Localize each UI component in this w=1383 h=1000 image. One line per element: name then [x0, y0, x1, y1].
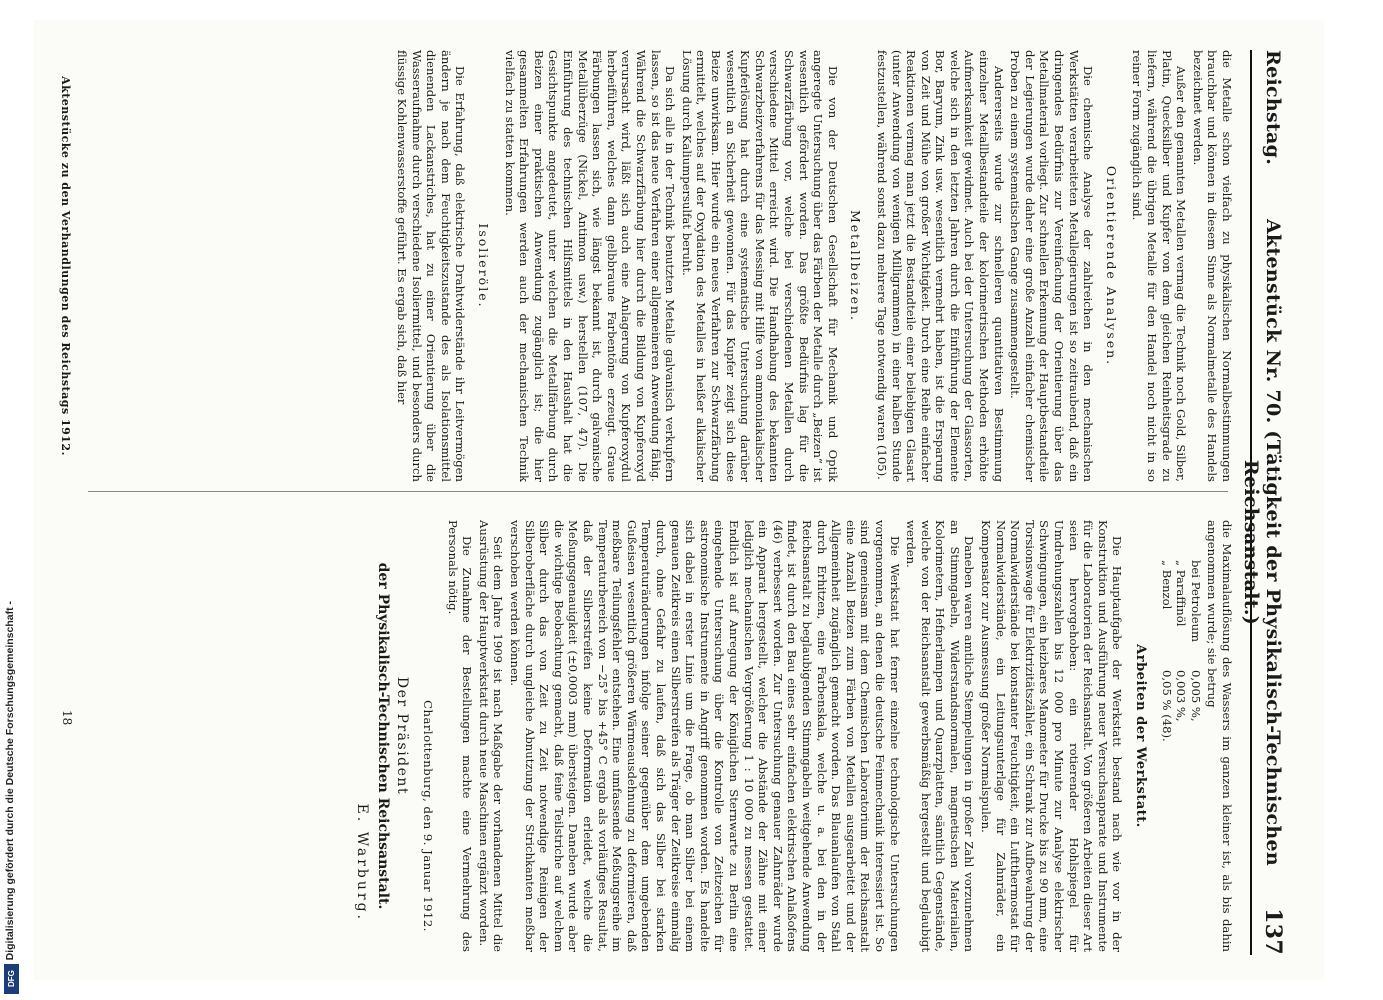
list-item-label: bei Petroleum: [1188, 560, 1203, 643]
paragraph: Die Werkstatt hat ferner einzelne technologische Untersuchungen vorgenommen, an denen die deutsche Feinmechanik interessiert ist. So sind gemeinsam mit dem Chemischen Laboratorium der Reichsanstalt eine Anzahl Beizen zum Färben von Metallen ausgearbeitet und der Allgemeinheit zugänglich gemacht worden. Das Blauanlaufen von Stahl durch Erhitzen, eine Farbenskala, welche u. a. bei den in der Reichsanstalt zu beglaubigenden Stimmgabeln weitgehende Anwendung findet, ist durch den Bau eines sehr einfachen elektrischen Anlaßofens (46) verbessert worden. Zur Untersuchung genauer Zahnräder wurde ein Apparat hergestellt, welcher die Abstände der Zähne mit einer lediglich mechanischen Vergrößerung 1 : 10 000 zu messen gestattet. Endlich ist auf Anregung der Königlichen Sternwarte zu Berlin eine eingehende Untersuchung über die Kontrolle von Zeitzeichen für astronomische Instrumente in Angriff genommen worden. Es handelte sich dabei in erster Linie um die Frage, ob man Silber bei einem genauen Zeitkreis einen Silberstreifen als Träger der Zeitkreise einmalig durch, ohne Gefahr zu laufen, daß sich das Silber bei starken Temperaturänderungen infolge seiner gegenüber dem umgebenden Gußeisen wesentlich größeren Wärmeausdehnung zu deformieren, daß meßbare Teilungsfehler entstehen. Eine umfassende Meßungsreihe im Temperaturbereich von −25° bis +45° C ergab als vorläufiges Resultat, daß der Silberstreifen keine Deformation erleidet, welche die Meßungsgenauigkeit (±0,0003 mm) übersteigen. Daneben wurde aber die wichtige Beobachtung gemacht, daß feine Teilstriche auf welchem Silber durch das von Zeit zu Zeit notwendige Reinigen der Silberoberfläche durch ungleiche Abnutzung der Strichkanten meßbar verschoben werden können.: [508, 520, 902, 952]
paragraph: die Metalle schon vielfach zu physikalischen Normalbestimmungen brauchbar und können in diesem Sinne als Normalmetalle des Handels bezeichnet werden.: [1190, 50, 1234, 482]
paragraph: Da sich alle in der Technik benutzten Metalle galvanisch verkupfern lassen, so ist das neue Verfahren einer allgemeineren Anwendung fähig. Während die Schwarzfärbung hier durch die Bildung von Kupferoxyd verursacht wird, läßt sich auch eine Anlagerung von Kupferoxydul herbeiführen, welches dann gelbbraune Farbentöne erzeugt. Graue Färbungen lassen sich, wie längst bekannt ist, durch galvanische Metallüberzüge (Nickel, Antimon usw.) herstellen (107, 47). Die Einführung des technischen Hilfsmittels in den Haushalt hat die Gesichtspunkte angedeutet, unter welchen die Metallfärbung durch Beizen einer praktischen Anwendung zugänglich ist; die hier gesammelten Erfahrungen werden auch der mechanischen Technik vielfach zu statten kommen.: [502, 50, 678, 482]
paragraph: die Maximalauflösung des Wassers im ganzen kleiner ist, als bis dahin angenommen wurde; sie betrug: [1205, 520, 1234, 952]
paragraph: Die chemische Analyse der zahlreichen in den mechanischen Werkstätten verarbeiteten Metallegierungen ist so zeitraubend, daß ein dringendes Bedürfnis zur Vereinfachung der Orientierung über das Metallmaterial vorliegt. Zur schnellen Erkennung der Hauptbestandteile der Legierungen wurde daher eine große Anzahl einfacher chemischer Proben zu einem systematischen Gange zusammengestellt.: [1008, 50, 1096, 482]
list-item: [1188, 560, 1203, 760]
left-column: [84, 50, 1234, 482]
paragraph: Die Erfahrung, daß elektrische Drahtwiderstände ihr Leitvermögen ändern je nach dem Feuchtigkeitszustande des als Isolationsmittel dienenden Lackanstriches, hat zu einer Orientierung über die Wasseraufnahme durch verschiedene Isoliermittel, und besonders durch flüssige Kohlenwasserstoffe geführt. Es ergab sich, daß hier: [395, 50, 468, 482]
signature: E. Warburg.: [354, 803, 371, 922]
list-item: [1174, 560, 1189, 760]
dfg-logo-icon: DFG: [4, 964, 19, 994]
paragraph: Die Zunahme der Bestellungen machte eine Vermehrung des Personals nötig.: [445, 520, 475, 952]
footer-page-number: 18: [60, 710, 74, 726]
list-item-label: „ Benzol: [1159, 560, 1174, 610]
side-note: [2, 0, 18, 1000]
paragraph: Seit dem Jahre 1909 ist nach Maßgabe der vorhandenen Mittel die Ausrüstung der Hauptwerkstatt durch neue Maschinen ergänzt worden.: [476, 520, 506, 952]
dfg-note: Digitalisierung gefördert durch die Deutsche Forschungsgemeinschaft -: [4, 600, 16, 960]
section-heading: Arbeiten der Werkstatt.: [1133, 644, 1149, 828]
closing-date: Charlottenburg, den 9. Januar 1912.: [421, 700, 436, 932]
column-divider: [88, 491, 1228, 492]
header-title: Aktenstück Nr. 70. (Tätigkeit der Physikalisch-Technischen Reichsanstalt.): [1240, 218, 1284, 867]
paragraph: Die von der Deutschen Gesellschaft für Mechanik und Optik angeregte Untersuchung über das Färben der Metalle durch „Beizen“ ist wesentlich gefördert worden. Das größte Bedürfnis lag für die Schwarzfärbung vor, welche bei verschiedenen Metallen durch verschiedene Mittel erreicht wird. Die Handhabung des bekannten Schwarzbeizverfahrens für das Messing mit Hilfe von ammoniakalischer Kupferlösung hat durch eine systematische Untersuchung darüber wesentlich an Sicherheit gewonnen. Für das Kupfer zeigt sich diese Beize unwirksam. Hier wurde ein neues Verfahren zur Schwarzfärbung ermittelt, welches auf der Oxydation des Metalles in heißer alkalischer Lösung durch Kaliumpersulfat beruht.: [679, 50, 840, 482]
section-heading: Isolieröle.: [476, 223, 492, 309]
list-item-label: „ Paraffinöl: [1174, 560, 1189, 627]
section-heading: Orientierende Analysen.: [1103, 165, 1119, 367]
right-column: [84, 520, 1234, 952]
paragraph: Außer den genannten Metallen vermag die Technik noch Gold, Silber, Platin, Quecksilber und Kupfer von dem gleichen Reinheitsgrade zu liefern, während die übrigen Metalle für den Handel noch nicht in so reiner Form zugänglich sind.: [1130, 50, 1189, 482]
document-page: [34, 20, 1324, 980]
paragraph: Daneben waren amtliche Stempelungen in großer Zahl vorzunehmen an Stimmgabeln, Widerstandsnormalen, magnetischen Materialien, Kolorimetern, Hefnerlampen und Quarzplatten, sämtlich Gegenstände, welche von der Reichsanstalt gewerbsmäßig hergestellt und beglaubigt werden.: [904, 520, 977, 952]
list-item-value: 0,003 %,: [1174, 670, 1189, 722]
header-page-number: 137: [1260, 908, 1286, 955]
list-item-value: 0,005 %,: [1188, 670, 1203, 722]
solubility-list: [1159, 560, 1203, 952]
header-left: Reichstag.: [1262, 50, 1284, 166]
paragraph: Die Hauptaufgabe der Werkstatt bestand nach wie vor in der Konstruktion und Ausführung neuer Versuchsapparate und Instrumente für die Laboratorien der Reichsanstalt. Von größeren Arbeiten dieser Art seien hervorgehoben: ein rotierender Hohlspiegel für Umdrehungszahlen bis 12 000 pro Minute zur Analyse elektrischer Schwingungen, ein heizbares Manometer für Drucke bis zu 90 mm, eine Torsionswage für Elektrizitätszähler, ein Schrank zur Aufbewahrung der Normalwiderstände bei konstanter Feuchtigkeit, ein Luftthermostat für Normalwiderstände, ein Leitungsunterlage für Zahnräder, ein Kompensator zur Ausmessung großer Normalspulen.: [979, 520, 1125, 952]
closing-title: Der Präsident: [393, 676, 410, 796]
running-header: [1240, 50, 1290, 955]
list-item: [1159, 560, 1174, 760]
list-item-value: 0,05 % (48).: [1159, 670, 1174, 742]
closing-block: [355, 520, 435, 952]
page-footer: Aktenstücke zu den Verhandlungen des Reichstags 1912.: [59, 76, 72, 456]
section-heading: Metallbeizen.: [848, 209, 864, 323]
paragraph: Andererseits wurde zur schnelleren quantitativen Bestimmung einzelner Metallbestandteile der kolorimetrischen Methoden erhöhte Aufmerksamkeit gewidmet. Auch bei der Untersuchung der Glassorten, welche sich in den letzten Jahren durch die Einführung der Elemente Bor, Baryum, Zink usw. wesentlich vermehrt haben, ist die Ersparung von Zeit und Mühe von großer Wichtigkeit. Durch eine Reihe einfacher Reaktionen vermag man jetzt die Bestandteile einer beliebigen Glasart (unter Anwendung von wenigen Milligrammen) in einer halben Stunde festzustellen, während sonst dazu mehrere Tage notwendig waren (105).: [874, 50, 1006, 482]
closing-institution: der Physikalisch-Technischen Reichsanstalt.: [374, 562, 391, 910]
